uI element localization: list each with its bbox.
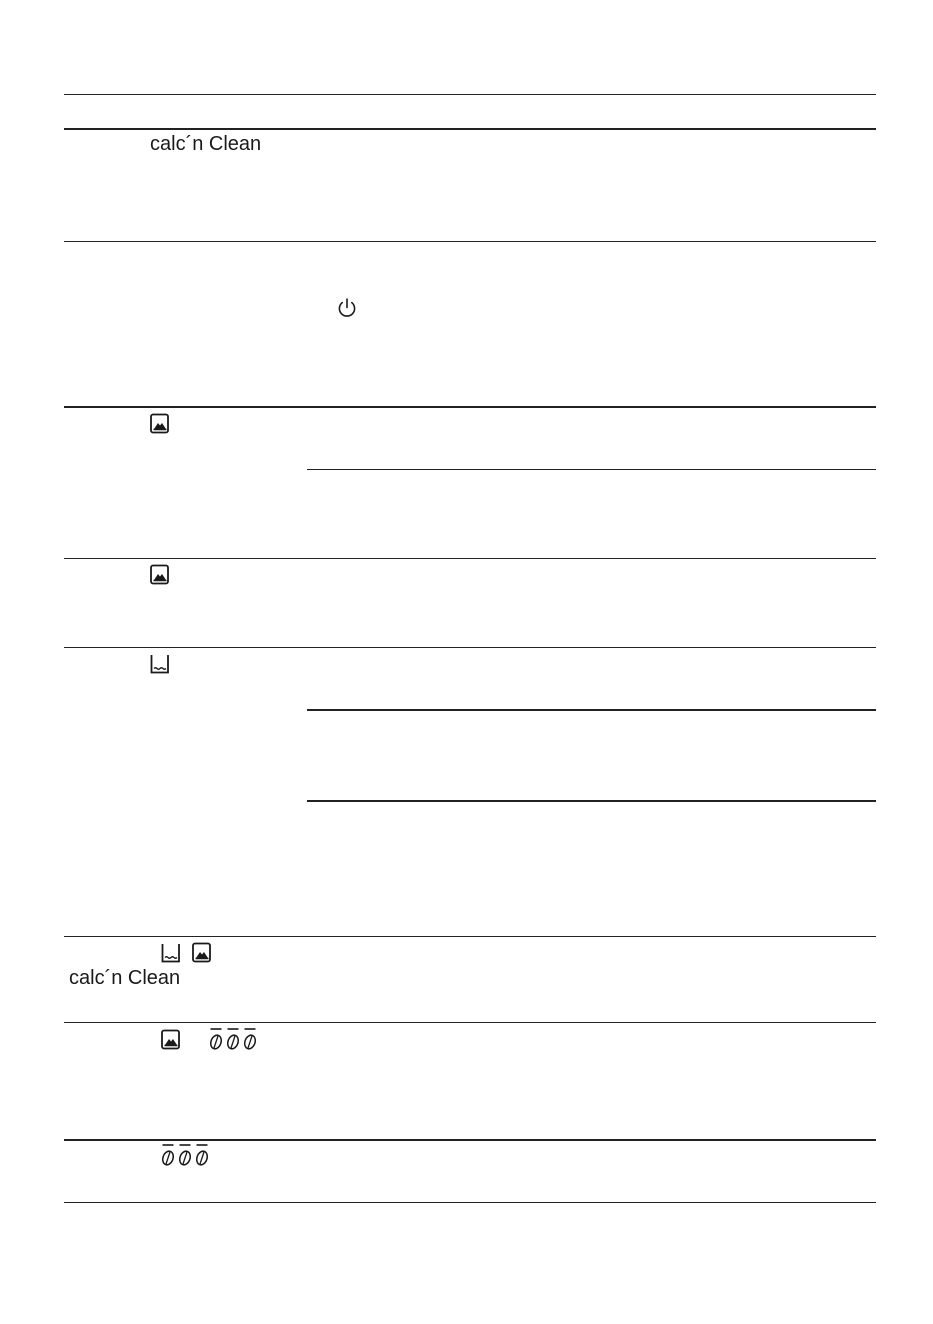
bean-strength-icon <box>160 1143 176 1167</box>
calc-n-clean-label: calc´n Clean <box>150 133 262 155</box>
steam-milk-icon <box>160 1029 182 1051</box>
sub-row-divider <box>307 709 876 711</box>
row-divider <box>64 558 876 559</box>
steam-milk-icon <box>149 413 171 435</box>
bean-strength-icon <box>194 1143 210 1167</box>
table-bottom-rule <box>64 1202 876 1203</box>
bean-strength-icon <box>242 1027 258 1051</box>
row-divider <box>64 241 876 242</box>
power-icon <box>336 296 358 320</box>
row-divider <box>64 406 876 408</box>
row-divider <box>64 1139 876 1141</box>
bean-strength-icon <box>177 1143 193 1167</box>
sub-row-divider <box>307 469 876 470</box>
bean-strength-icon <box>208 1027 224 1051</box>
calc-n-clean-label: calc´n Clean <box>69 967 181 989</box>
table-header-top-rule <box>64 94 876 95</box>
water-tank-icon <box>149 653 171 675</box>
bean-strength-icon <box>225 1027 241 1051</box>
row-divider <box>64 647 876 648</box>
row-divider <box>64 936 876 937</box>
sub-row-divider <box>307 800 876 802</box>
steam-milk-icon <box>149 564 171 586</box>
table-header-bottom-rule <box>64 128 876 130</box>
row-divider <box>64 1022 876 1023</box>
steam-milk-icon <box>191 942 213 964</box>
water-tank-icon <box>160 942 182 964</box>
